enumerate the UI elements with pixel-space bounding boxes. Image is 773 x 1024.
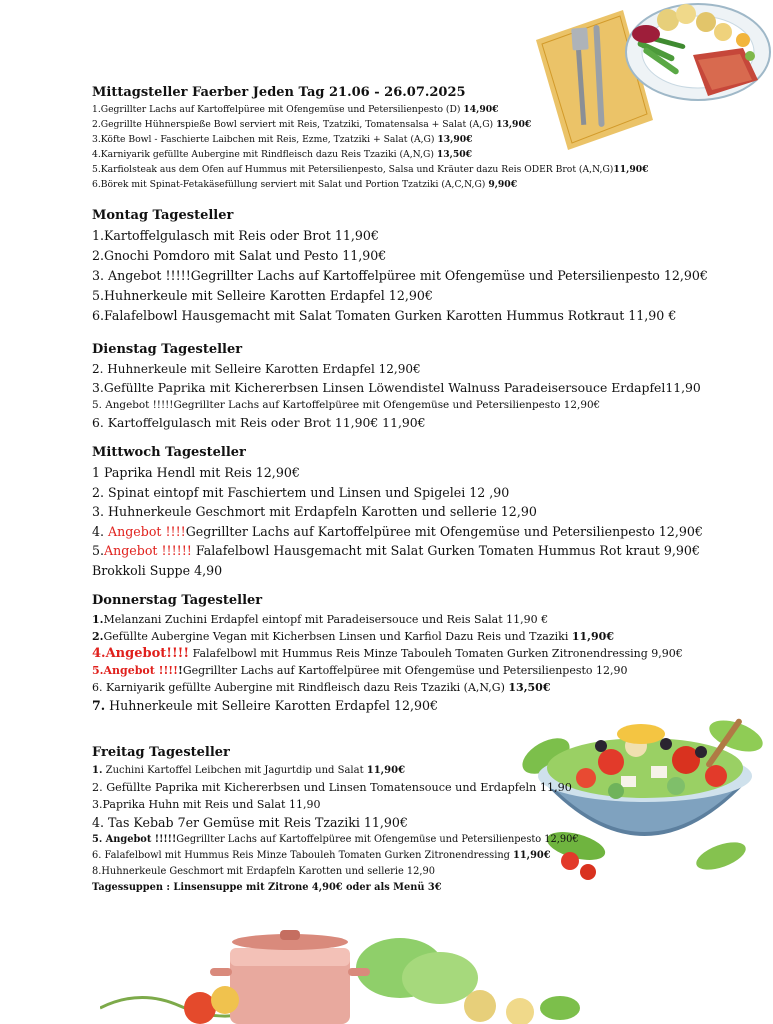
donnerstag-item: 6. Karniyarik gefüllte Aubergine mit Rindfleisch dazu Reis Tzaziki (A,N,G) 13,50€ xyxy=(92,681,551,694)
weekly-item: 5.Karfiolsteak aus dem Ofen auf Hummus mit Petersilienpesto, Salsa und Kräuter dazu Reis ODER Brot (A,N,G)11,90€ xyxy=(92,164,649,175)
freitag-item: 2. Gefüllte Paprika mit Kichererbsen und Linsen Tomatensouce und Erdapfeln 11,90 xyxy=(92,781,572,794)
menu-title: Mittagsteller Faerber Jeden Tag 21.06 - 26.07.2025 xyxy=(92,85,466,100)
weekly-menu-list xyxy=(92,102,692,192)
dienstag-title: Dienstag Tagesteller xyxy=(92,342,243,357)
freitag-item: 6. Falafelbowl mit Hummus Reis Minze Tabouleh Tomaten Gurken Zitronendressing 11,90€ xyxy=(92,850,551,861)
freitag-item: 8.Huhnerkeule Geschmort mit Erdapfeln Karotten und sellerie 12,90 xyxy=(92,866,435,877)
mittwoch-item: Brokkoli Suppe 4,90 xyxy=(92,562,223,578)
dienstag-item: 6. Kartoffelgulasch mit Reis oder Brot 11,90€ 11,90€ xyxy=(92,415,426,430)
weekly-item: 1.Gegrillter Lachs auf Kartoffelpüree mit Ofengemüse und Petersilienpesto (D) 14,90€ xyxy=(92,104,499,115)
mittwoch-item: 4. Angebot !!!!Gegrillter Lachs auf Kartoffelpüree mit Ofengemüse und Petersilienpesto 12,90€ xyxy=(92,523,703,539)
weekly-item: 2.Gegrillte Hühnerspieße Bowl serviert mit Reis, Tzatziki, Tomatensalsa + Salat (A,G) 13,90€ xyxy=(92,119,532,130)
montag-title: Montag Tagesteller xyxy=(92,208,234,223)
donnerstag-title: Donnerstag Tagesteller xyxy=(92,593,263,608)
mittwoch-item: 2. Spinat eintopf mit Faschiertem und Linsen und Spigelei 12 ,90 xyxy=(92,484,510,500)
mittwoch-title: Mittwoch Tagesteller xyxy=(92,445,246,460)
angebot-label: Angebot!!!! xyxy=(105,646,190,661)
donnerstag-item: 5.Angebot !!!!!Gegrillter Lachs auf Kartoffelpüree mit Ofengemüse und Petersilienpesto 12,90 xyxy=(92,664,628,677)
freitag-title: Freitag Tagesteller xyxy=(92,745,230,760)
donnerstag-item: 2.Gefüllte Aubergine Vegan mit Kicherbsen Linsen und Karfiol Dazu Reis und Tzaziki 11,90€ xyxy=(92,630,614,643)
freitag-item: 4. Tas Kebab 7er Gemüse mit Reis Tzaziki 11,90€ xyxy=(92,815,408,830)
donnerstag-item: 1.Melanzani Zuchini Erdapfel eintopf mit Paradeisersouce und Reis Salat 11,90 € xyxy=(92,613,549,626)
montag-item: 3. Angebot !!!!!Gegrillter Lachs auf Kartoffelpüree mit Ofengemüse und Petersilienpesto 12,90€ xyxy=(92,268,708,283)
freitag-item: 5. Angebot !!!!!Gegrillter Lachs auf Kartoffelpüree mit Ofengemüse und Petersilienpesto 12,90€ xyxy=(92,834,579,845)
montag-item: 6.Falafelbowl Hausgemacht mit Salat Tomaten Gurken Karotten Hummus Rotkraut 11,90 € xyxy=(92,308,677,323)
weekly-item: 4.Karniyarik gefüllte Aubergine mit Rindfleisch dazu Reis Tzaziki (A,N,G) 13,50€ xyxy=(92,149,473,160)
freitag-item: 3.Paprika Huhn mit Reis und Salat 11,90 xyxy=(92,798,321,811)
angebot-label: Angebot !!!! xyxy=(108,523,186,539)
menu-content xyxy=(92,84,708,896)
cooking-pot-vegetables-illustration xyxy=(100,928,620,1024)
donnerstag-item: 4.Angebot!!!! Falafelbowl mit Hummus Reis Minze Tabouleh Tomaten Gurken Zitronendressing 9,90€ xyxy=(92,646,683,661)
dienstag-item: 3.Gefüllte Paprika mit Kichererbsen Linsen Löwendistel Walnuss Paradeisersouce Erdapfel11,90 xyxy=(92,380,701,395)
montag-item: 1.Kartoffelgulasch mit Reis oder Brot 11,90€ xyxy=(92,228,379,243)
tagessuppe: Tagessuppen : Linsensuppe mit Zitrone 4,90€ oder als Menü 3€ xyxy=(92,882,442,893)
donnerstag-item: 7. Huhnerkeule mit Selleire Karotten Erdapfel 12,90€ xyxy=(92,698,439,713)
mittwoch-item: 5.Angebot !!!!!! Falafelbowl Hausgemacht mit Salat Gurken Tomaten Hummus Rot kraut 9,90€ xyxy=(92,543,700,558)
dienstag-item: 2. Huhnerkeule mit Selleire Karotten Erdapfel 12,90€ xyxy=(92,362,421,376)
montag-item: 2.Gnochi Pomdoro mit Salat und Pesto 11,90€ xyxy=(92,248,387,263)
mittwoch-item: 3. Huhnerkeule Geschmort mit Erdapfeln Karotten und sellerie 12,90 xyxy=(92,504,537,519)
mittwoch-item: 1 Paprika Hendl mit Reis 12,90€ xyxy=(92,465,300,480)
weekly-item: 3.Köfte Bowl - Faschierte Laibchen mit Reis, Ezme, Tzatziki + Salat (A,G) 13,90€ xyxy=(92,134,473,145)
angebot-label: Angebot !!!! xyxy=(103,664,178,677)
dienstag-item: 5. Angebot !!!!!Gegrillter Lachs auf Kartoffelpüree mit Ofengemüse und Petersilienpesto 12,90€ xyxy=(92,399,601,411)
weekly-item: 6.Börek mit Spinat-Fetakäsefüllung serviert mit Salat und Portion Tzatziki (A,C,N,G) 9,90€ xyxy=(92,179,518,190)
montag-item: 5.Huhnerkeule mit Selleire Karotten Erdapfel 12,90€ xyxy=(92,288,433,303)
freitag-item: 1. Zuchini Kartoffel Leibchen mit Jagurtdip und Salat 11,90€ xyxy=(92,765,406,776)
angebot-label: Angebot !!!!!! xyxy=(104,543,196,558)
